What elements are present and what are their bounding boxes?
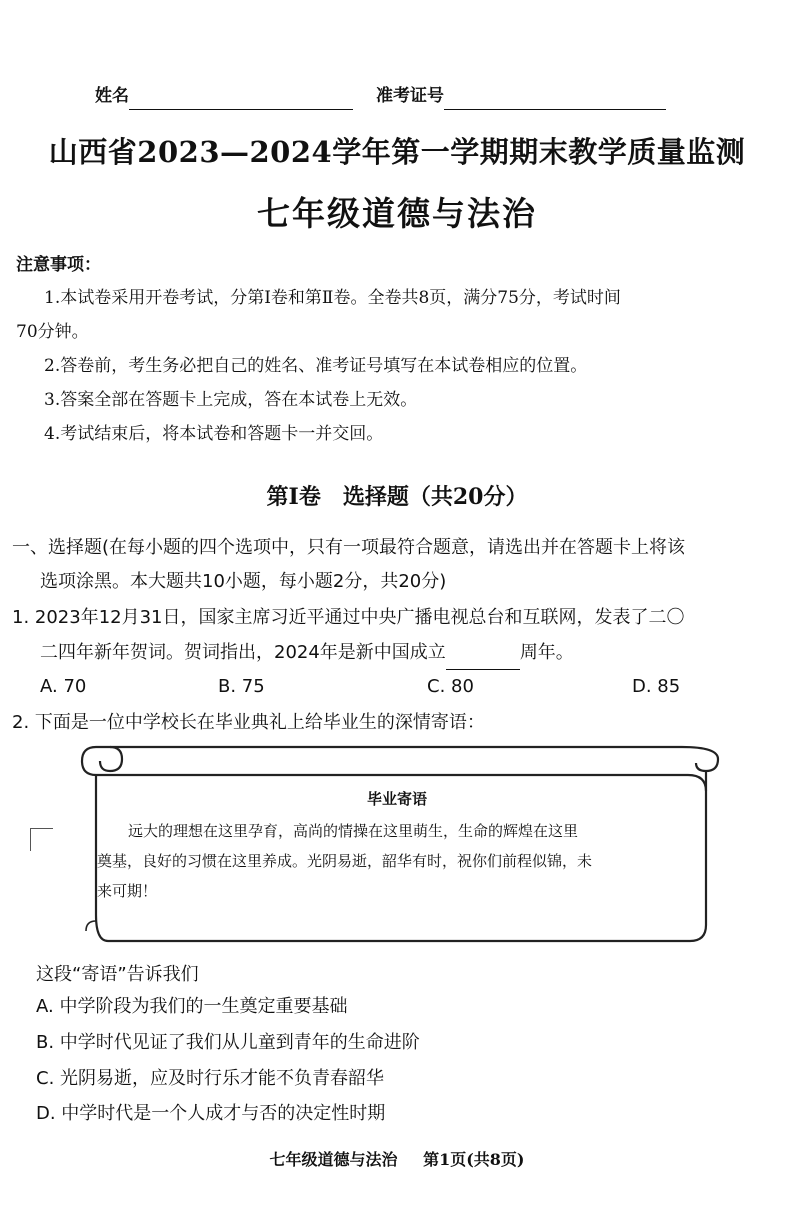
footer-subject: 七年级道德与法治 bbox=[269, 1150, 398, 1169]
name-blank-line[interactable] bbox=[129, 89, 353, 110]
question-1-option-b[interactable]: B. 75 bbox=[218, 676, 265, 697]
question-1-text-before-blank: 二四年新年贺词。贺词指出，2024年是新中国成立 bbox=[40, 642, 446, 663]
name-label: 姓名 bbox=[95, 86, 129, 106]
exam-id-label: 准考证号 bbox=[376, 86, 444, 106]
notes-heading: 注意事项： bbox=[16, 255, 101, 275]
scroll-text-line: 远大的理想在这里孕育，高尚的情操在这里萌生，生命的辉煌在这里 bbox=[128, 822, 579, 840]
question-1-option-d[interactable]: D. 85 bbox=[632, 676, 681, 697]
note-item-continuation: 70分钟。 bbox=[16, 322, 89, 342]
question-1-line-2 bbox=[40, 636, 574, 670]
question-2-option-c[interactable]: C. 光阴易逝，应及时行乐才能不负青春韶华 bbox=[36, 1068, 385, 1089]
question-2-stem: 这段“寄语”告诉我们 bbox=[36, 964, 199, 985]
question-2-option-b[interactable]: B. 中学时代见证了我们从儿童到青年的生命进阶 bbox=[36, 1032, 420, 1053]
exam-id-field-row bbox=[376, 82, 666, 110]
scroll-text-line: 奠基，良好的习惯在这里养成。光阴易逝，韶华有时，祝你们前程似锦，未 bbox=[97, 852, 593, 870]
note-item: 1.本试卷采用开卷考试，分第Ⅰ卷和第Ⅱ卷。全卷共8页，满分75分，考试时间 bbox=[44, 288, 621, 308]
section-instruction-continuation: 选项涂黑。本大题共10小题，每小题2分，共20分) bbox=[40, 571, 447, 592]
exam-id-blank-line[interactable] bbox=[444, 89, 666, 110]
scan-corner-mark bbox=[30, 828, 53, 851]
section-title: 第Ⅰ卷 选择题（共20分） bbox=[266, 484, 528, 510]
name-field-row bbox=[95, 82, 353, 110]
exam-title: 山西省2023—2024学年第一学期期末教学质量监测 bbox=[48, 135, 746, 169]
question-1-text-after-blank: 周年。 bbox=[519, 642, 574, 663]
footer-page-number: 第1页(共8页) bbox=[423, 1150, 525, 1169]
note-item: 2.答卷前，考生务必把自己的姓名、准考证号填写在本试卷相应的位置。 bbox=[44, 356, 588, 376]
note-item: 3.答案全部在答题卡上完成，答在本试卷上无效。 bbox=[44, 390, 418, 410]
question-2-option-a[interactable]: A. 中学阶段为我们的一生奠定重要基础 bbox=[36, 996, 348, 1017]
scroll-title: 毕业寄语 bbox=[366, 790, 427, 808]
section-instruction: 一、选择题(在每小题的四个选项中，只有一项最符合题意，请选出并在答题卡上将该 bbox=[12, 537, 686, 558]
note-item: 4.考试结束后，将本试卷和答题卡一并交回。 bbox=[44, 424, 384, 444]
question-1-line-1: 1. 2023年12月31日，国家主席习近平通过中央广播电视总台和互联网，发表了二〇 bbox=[12, 607, 685, 628]
scroll-text-line: 来可期！ bbox=[97, 882, 158, 900]
page-footer bbox=[0, 1147, 794, 1170]
question-2-option-d[interactable]: D. 中学时代是一个人成才与否的决定性时期 bbox=[36, 1103, 386, 1124]
question-2-intro: 2. 下面是一位中学校长在毕业典礼上给毕业生的深情寄语： bbox=[12, 712, 485, 733]
question-1-blank bbox=[446, 647, 520, 670]
subject-title: 七年级道德与法治 bbox=[257, 194, 537, 233]
question-1-option-c[interactable]: C. 80 bbox=[427, 676, 474, 697]
question-1-option-a[interactable]: A. 70 bbox=[40, 676, 87, 697]
